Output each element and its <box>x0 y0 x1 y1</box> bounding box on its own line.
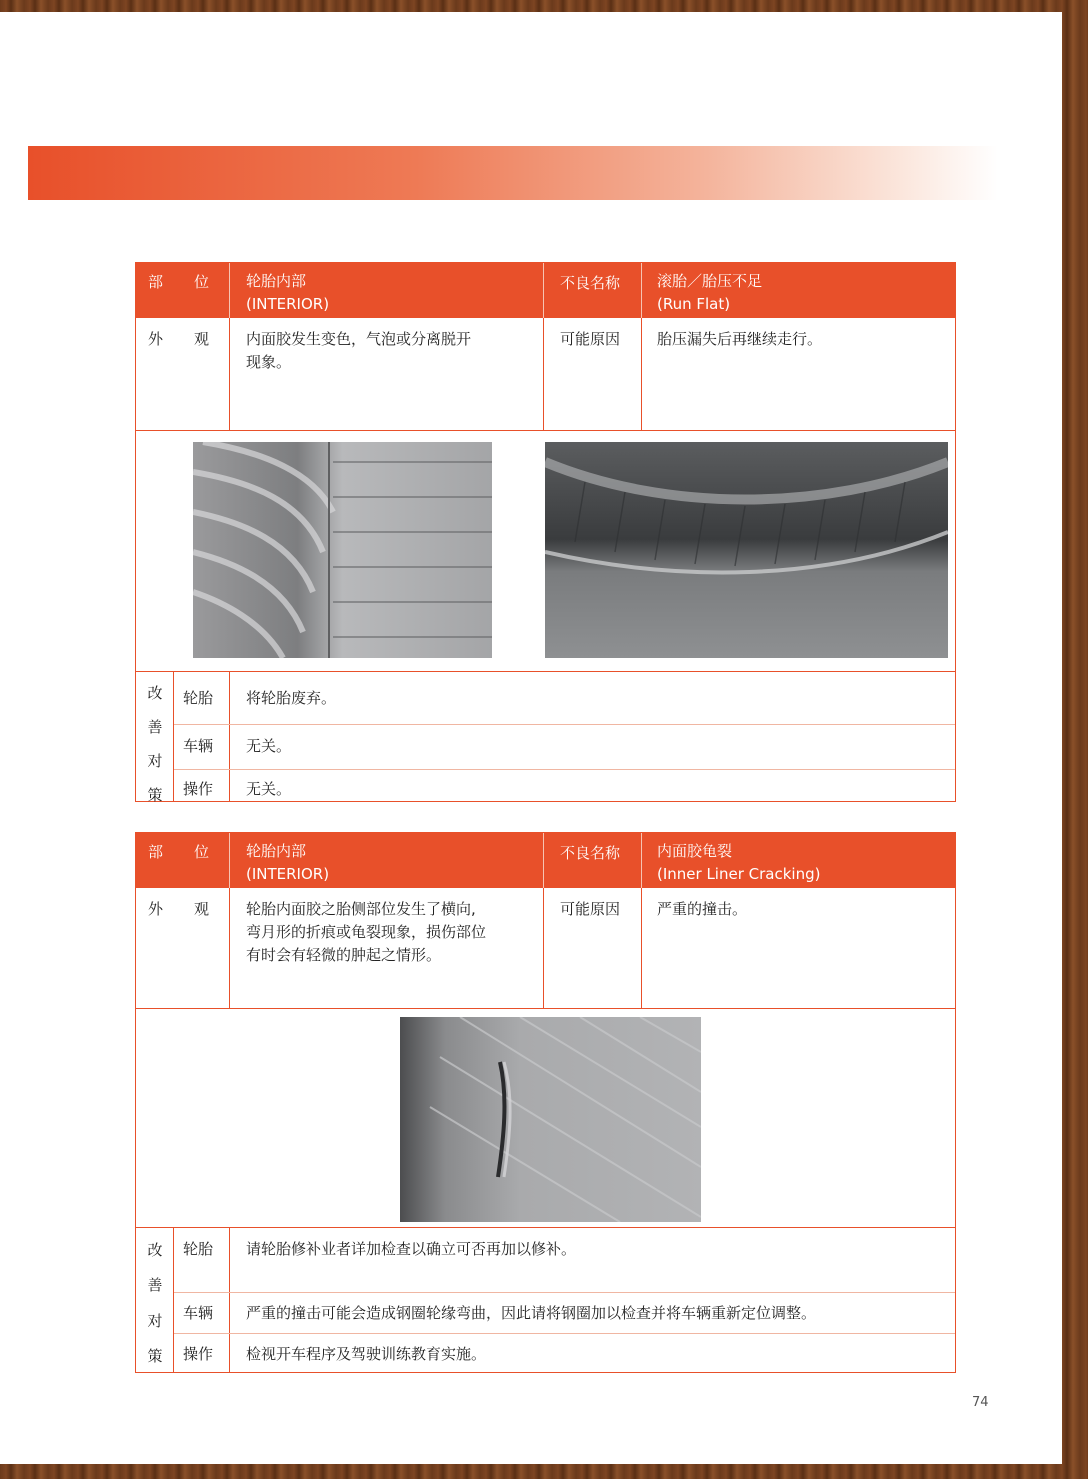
appearance-label: 外 观 <box>148 900 210 918</box>
header-banner <box>28 146 998 200</box>
countermeasure-char-2: 善 <box>147 718 163 736</box>
photo-row <box>136 1009 955 1227</box>
defect-name-value: 内面胶龟裂 (Inner Liner Cracking) <box>657 842 821 883</box>
possible-cause-text: 严重的撞击。 <box>657 900 748 918</box>
countermeasure-text: 严重的撞击可能会造成钢圈轮缘弯曲，因此请将钢圈加以检查并将车辆重新定位调整。 <box>246 1304 817 1322</box>
countermeasure-row-operation <box>136 770 955 801</box>
countermeasure-row-tire <box>136 1228 955 1292</box>
countermeasure-char-1: 改 <box>147 1241 163 1259</box>
part-label: 部 位 <box>148 273 210 291</box>
countermeasure-label: 轮胎 <box>183 689 214 707</box>
part-value: 轮胎内部 (INTERIOR) <box>246 842 330 883</box>
countermeasure-char-2: 善 <box>147 1276 163 1294</box>
defect-name-value: 滚胎／胎压不足 (Run Flat) <box>657 272 763 313</box>
countermeasure-char-4: 策 <box>147 1347 163 1365</box>
countermeasure-char-3: 对 <box>147 1312 163 1330</box>
block-header-row <box>136 263 955 318</box>
tire-crack-photo <box>400 1017 701 1222</box>
possible-cause-label: 可能原因 <box>560 900 621 918</box>
appearance-row <box>136 318 955 430</box>
block-header-row <box>136 833 955 888</box>
countermeasure-text: 检视开车程序及驾驶训练教育实施。 <box>246 1345 487 1363</box>
appearance-text: 轮胎内面胶之胎侧部位发生了横向, 弯月形的折痕或龟裂现象，损伤部位 有时会有轻微的肿起之情形。 <box>246 900 487 964</box>
defect-block-run-flat <box>135 262 956 802</box>
appearance-label: 外 观 <box>148 330 210 348</box>
countermeasure-label: 轮胎 <box>183 1240 214 1258</box>
countermeasure-row-vehicle <box>136 725 955 769</box>
possible-cause-label: 可能原因 <box>560 330 621 348</box>
countermeasure-row-tire <box>136 672 955 724</box>
possible-cause-text: 胎压漏失后再继续走行。 <box>657 330 823 348</box>
page-number: 74 <box>972 1395 989 1410</box>
tire-interior-photo-1 <box>193 442 492 658</box>
part-value: 轮胎内部 (INTERIOR) <box>246 272 330 313</box>
appearance-text: 内面胶发生变色，气泡或分离脱开 现象。 <box>246 330 472 371</box>
countermeasure-text: 请轮胎修补业者详加检查以确立可否再加以修补。 <box>246 1240 577 1258</box>
appearance-row <box>136 888 955 1008</box>
part-label: 部 位 <box>148 843 210 861</box>
countermeasure-char-4: 策 <box>147 786 163 804</box>
countermeasure-label: 车辆 <box>183 1304 214 1322</box>
countermeasure-text: 无关。 <box>246 737 292 755</box>
countermeasure-label: 车辆 <box>183 737 214 755</box>
defect-block-inner-liner-cracking <box>135 832 956 1373</box>
countermeasure-text: 将轮胎废弃。 <box>246 689 337 707</box>
page <box>0 12 1062 1464</box>
countermeasure-char-1: 改 <box>147 684 163 702</box>
countermeasure-row-vehicle <box>136 1293 955 1333</box>
defect-name-label: 不良名称 <box>560 844 621 862</box>
countermeasure-char-3: 对 <box>147 752 163 770</box>
countermeasure-label: 操作 <box>183 1345 214 1363</box>
countermeasure-row-operation <box>136 1334 955 1372</box>
countermeasure-text: 无关。 <box>246 780 292 798</box>
tire-interior-photo-2 <box>545 442 948 658</box>
countermeasure-label: 操作 <box>183 780 214 798</box>
defect-name-label: 不良名称 <box>560 274 621 292</box>
photo-row <box>136 431 955 671</box>
